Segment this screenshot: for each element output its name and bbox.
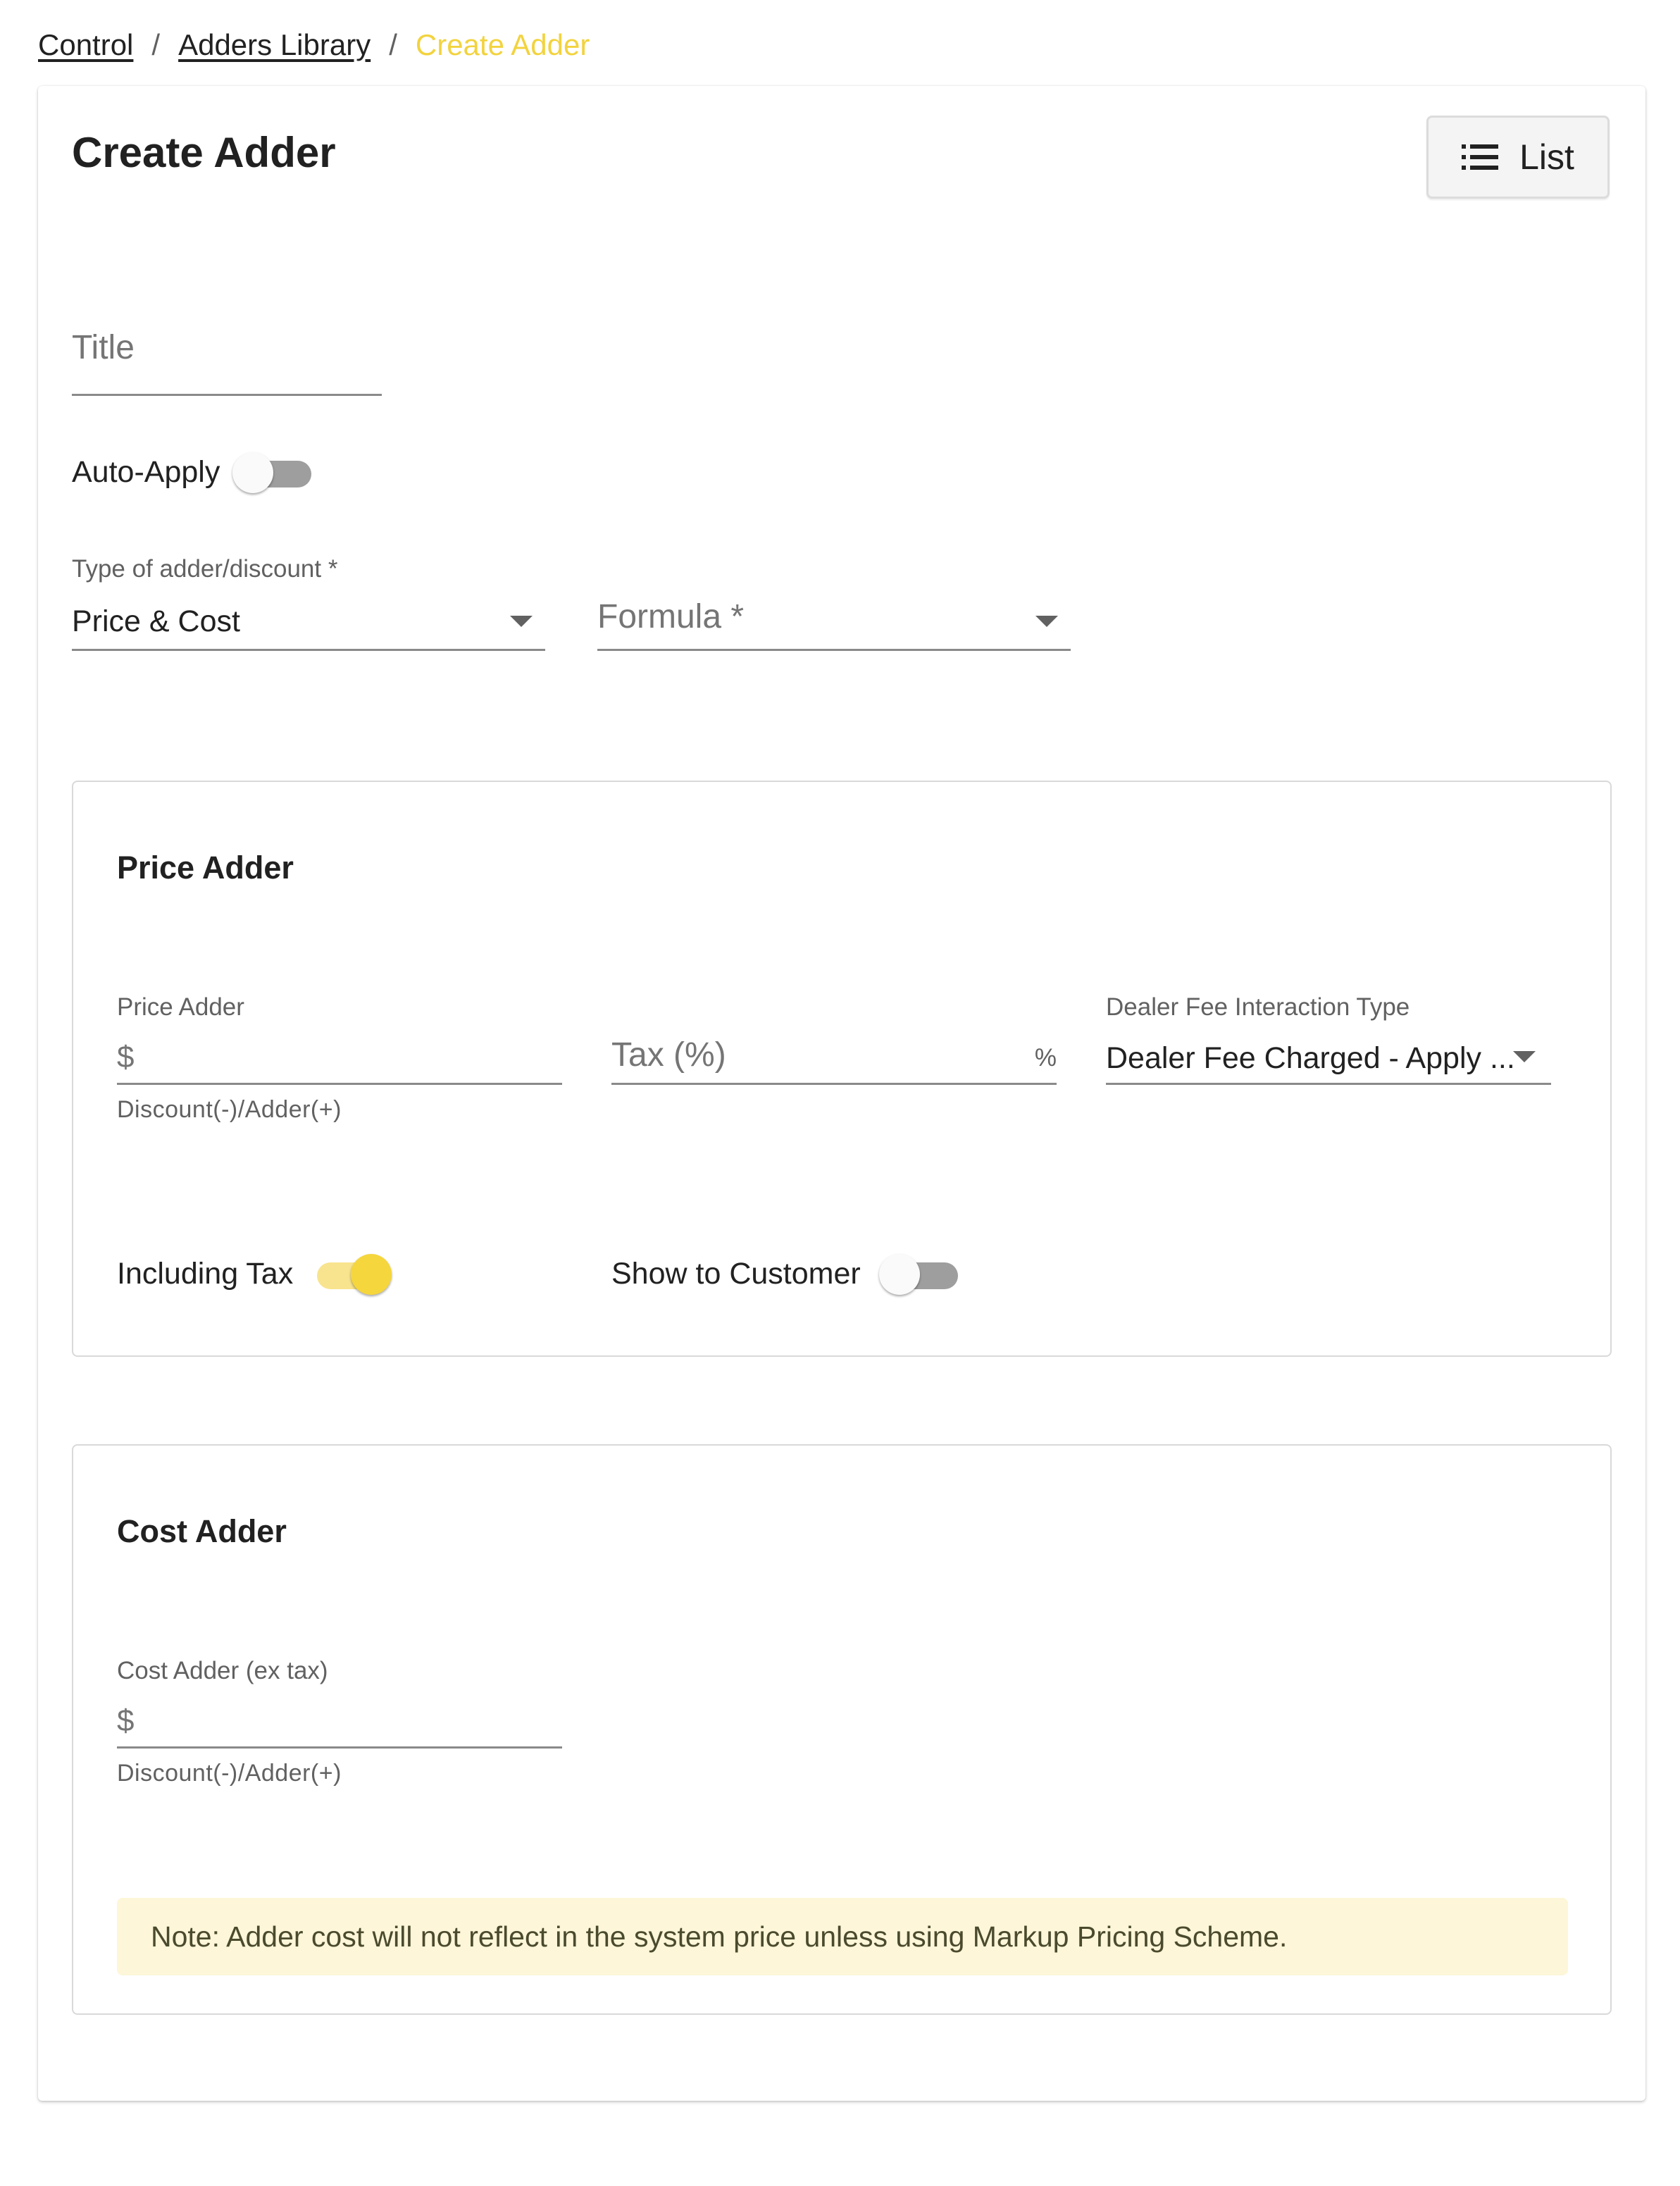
formula-select[interactable] bbox=[597, 555, 1071, 651]
chevron-down-icon[interactable] bbox=[510, 616, 533, 627]
show-to-customer-row bbox=[611, 1254, 961, 1293]
list-button-label: List bbox=[1519, 137, 1574, 177]
breadcrumb-adders-library-link[interactable]: Adders Library bbox=[178, 28, 371, 61]
dealer-fee-label: Dealer Fee Interaction Type bbox=[1106, 993, 1410, 1021]
cost-adder-helper: Discount(-)/Adder(+) bbox=[117, 1760, 342, 1787]
cost-adder-input[interactable] bbox=[117, 1657, 562, 1749]
auto-apply-row bbox=[72, 452, 314, 492]
auto-apply-label: Auto-Apply bbox=[72, 454, 220, 489]
page-title: Create Adder bbox=[72, 129, 336, 176]
chevron-down-icon[interactable] bbox=[1035, 616, 1058, 627]
tax-input[interactable] bbox=[611, 993, 1057, 1085]
chevron-down-icon[interactable] bbox=[1513, 1051, 1536, 1062]
type-label: Type of adder/discount * bbox=[72, 555, 338, 583]
price-adder-input[interactable] bbox=[117, 993, 562, 1085]
cost-adder-title: Cost Adder bbox=[117, 1513, 287, 1549]
including-tax-label: Including Tax bbox=[117, 1256, 294, 1291]
create-adder-card bbox=[38, 86, 1645, 2101]
including-tax-row bbox=[117, 1254, 393, 1293]
cost-adder-section bbox=[72, 1444, 1612, 2015]
price-adder-label: Price Adder bbox=[117, 993, 244, 1021]
tax-placeholder: Tax (%) bbox=[611, 1036, 726, 1074]
list-button[interactable] bbox=[1426, 116, 1610, 199]
including-tax-toggle[interactable] bbox=[311, 1254, 393, 1293]
dealer-fee-select[interactable] bbox=[1106, 993, 1551, 1085]
list-icon bbox=[1462, 144, 1498, 170]
price-adder-section bbox=[72, 781, 1612, 1357]
type-value: Price & Cost bbox=[72, 604, 240, 638]
cost-note: Note: Adder cost will not reflect in the system price unless using Markup Pricing Scheme. bbox=[117, 1898, 1568, 1975]
type-select[interactable] bbox=[72, 555, 545, 651]
title-input[interactable] bbox=[72, 328, 382, 396]
breadcrumb bbox=[38, 24, 590, 66]
price-adder-title: Price Adder bbox=[117, 850, 294, 886]
dealer-fee-value: Dealer Fee Charged - Apply ... bbox=[1106, 1041, 1515, 1075]
show-to-customer-toggle[interactable] bbox=[879, 1254, 961, 1293]
cost-adder-label: Cost Adder (ex tax) bbox=[117, 1657, 328, 1684]
tax-suffix: % bbox=[1034, 1044, 1057, 1072]
cost-prefix: $ bbox=[117, 1703, 135, 1738]
breadcrumb-separator: / bbox=[389, 28, 397, 61]
formula-placeholder: Formula * bbox=[597, 598, 745, 635]
breadcrumb-current: Create Adder bbox=[415, 28, 590, 61]
breadcrumb-control-link[interactable]: Control bbox=[38, 28, 134, 61]
auto-apply-toggle[interactable] bbox=[232, 452, 314, 492]
show-to-customer-label: Show to Customer bbox=[611, 1256, 861, 1291]
title-placeholder: Title bbox=[72, 329, 135, 366]
breadcrumb-separator: / bbox=[151, 28, 161, 61]
price-prefix: $ bbox=[117, 1040, 135, 1074]
price-adder-helper: Discount(-)/Adder(+) bbox=[117, 1096, 342, 1123]
